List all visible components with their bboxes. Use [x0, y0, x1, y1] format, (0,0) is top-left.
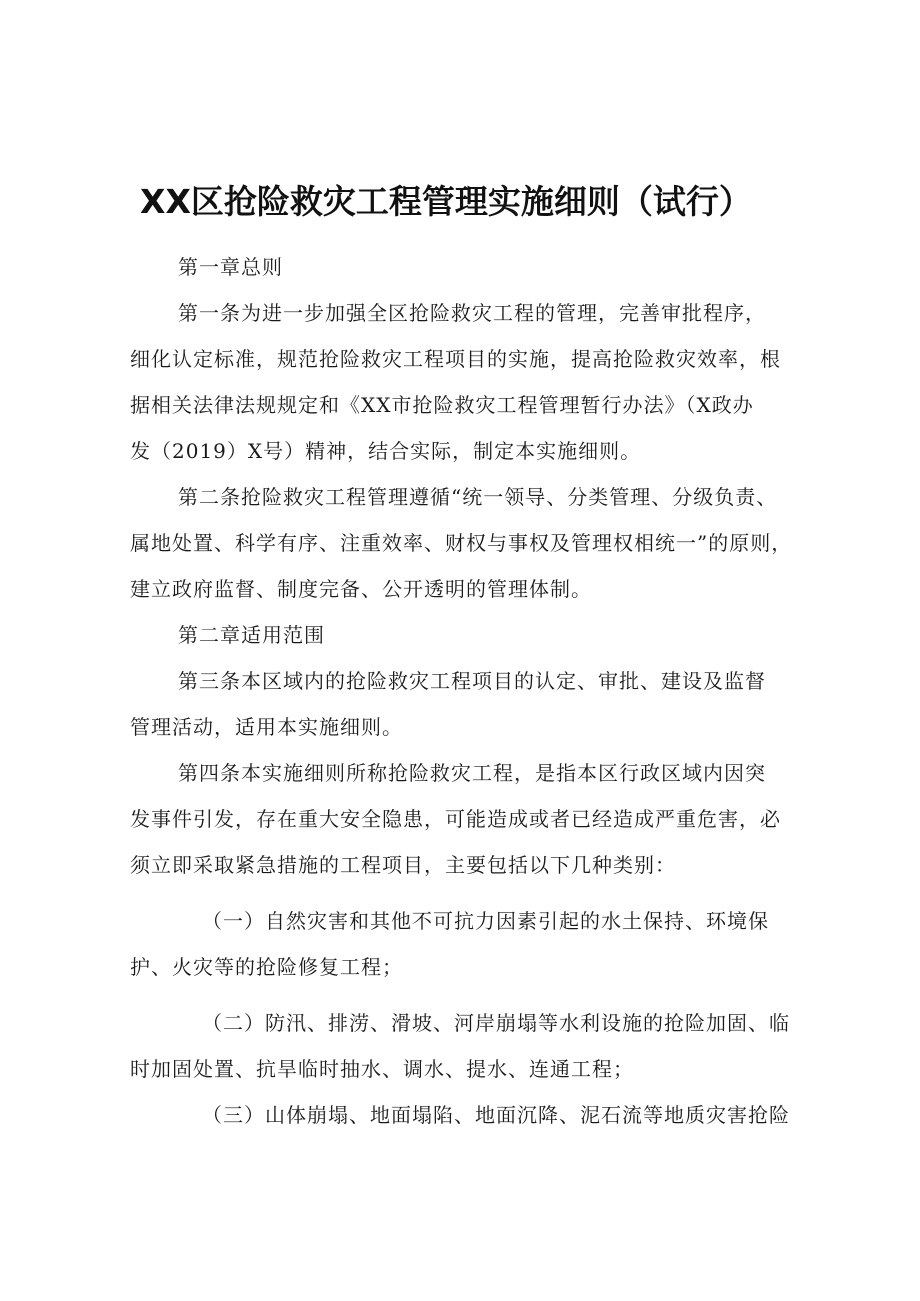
paragraph-line: 管理活动，适用本实施细则。 — [130, 715, 403, 739]
list-item-line: 护、火灾等的抢险修复工程； — [130, 955, 403, 979]
paragraph-line: 第一条为进一步加强全区抢险救灾工程的管理，完善审批程序， — [178, 301, 766, 325]
list-item-line: （二）防汛、排涝、滑坡、河岸崩塌等水利设施的抢险加固、临 — [202, 1011, 790, 1035]
paragraph-line: 据相关法律法规规定和《XX市抢险救灾工程管理暂行办法》（X政办 — [130, 393, 754, 417]
paragraph-line: 细化认定标准，规范抢险救灾工程项目的实施，提高抢险救灾效率，根 — [130, 347, 781, 371]
paragraph-line: 发事件引发，存在重大安全隐患，可能造成或者已经造成严重危害，必 — [130, 807, 781, 831]
paragraph-line: 第二条抢险救灾工程管理遵循“统一领导、分类管理、分级负责、 — [178, 485, 778, 509]
paragraph-line: 建立政府监督、制度完备、公开透明的管理体制。 — [130, 577, 592, 601]
list-item-line: （三）山体崩塌、地面塌陷、地面沉降、泥石流等地质灾害抢险 — [202, 1103, 790, 1127]
paragraph-line: 属地处置、科学有序、注重效率、财权与事权及管理权相统一”的原则， — [130, 531, 793, 555]
paragraph-line: 第四条本实施细则所称抢险救灾工程，是指本区行政区域内因突 — [178, 761, 766, 785]
list-item-line: （一）自然灾害和其他不可抗力因素引起的水土保持、环境保 — [202, 909, 769, 933]
chapter-heading: 第一章总则 — [178, 255, 283, 279]
paragraph-line: 第三条本区域内的抢险救灾工程项目的认定、审批、建设及监督 — [178, 669, 766, 693]
document-body — [130, 244, 810, 1138]
list-item-line: 时加固处置、抗旱临时抽水、调水、提水、连通工程； — [130, 1057, 634, 1081]
paragraph-line: 须立即采取紧急措施的工程项目，主要包括以下几种类别： — [130, 853, 676, 877]
paragraph-line: 发（2019）X号）精神，结合实际，制定本实施细则。 — [130, 439, 642, 463]
document-title: XX区抢险救灾工程管理实施细则（试行） — [140, 182, 752, 221]
chapter-heading: 第二章适用范围 — [178, 623, 325, 647]
